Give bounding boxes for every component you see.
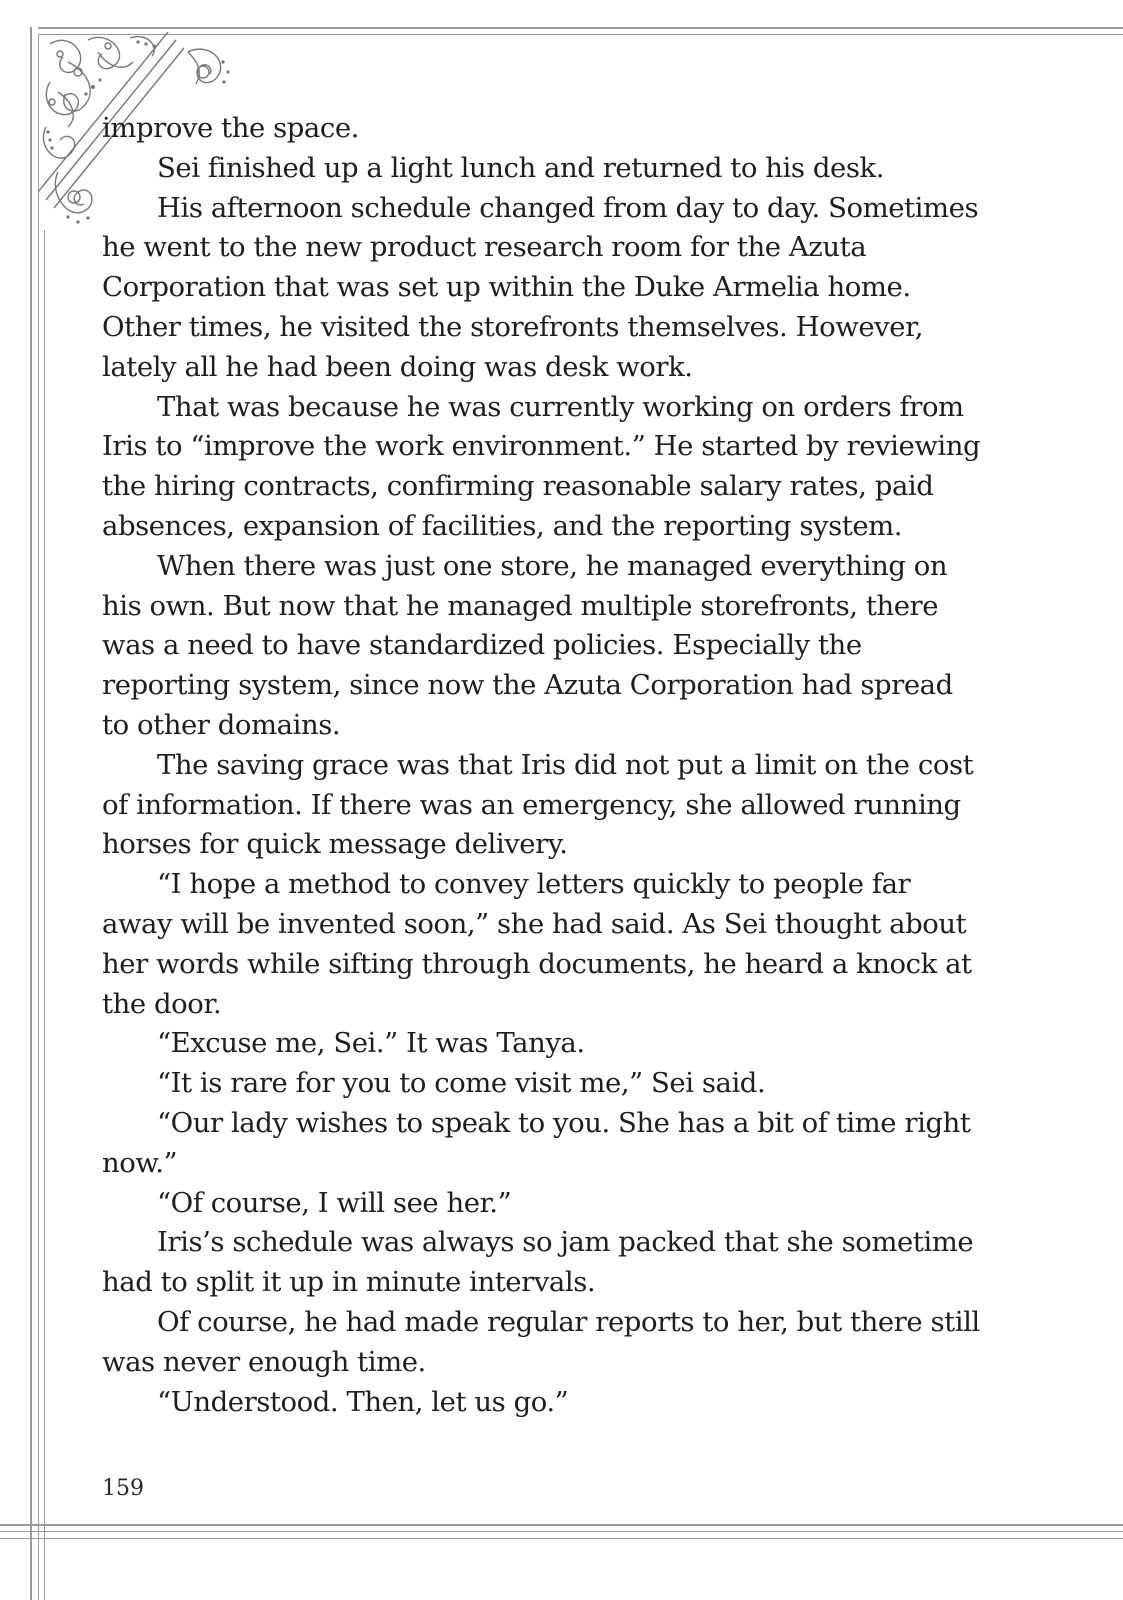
paragraph: “Understood. Then, let us go.” [157,1385,569,1418]
paragraph: “Excuse me, Sei.” It was Tanya. [157,1027,585,1060]
paragraph: The saving grace was that Iris did not put a limit on the cost of information. If there was an emergency, she allowed running horses for quick message delivery. [102,748,974,861]
body-text [102,109,982,1422]
paragraph: That was because he was currently working on orders from Iris to “improve the work environment.” He started by reviewing the hiring contracts, confirming reasonable salary rates, paid absences, expansion of facilities, and the reporting system. [102,390,981,542]
paragraph: His afternoon schedule changed from day to day. Sometimes he went to the new product research room for the Azuta Corporation that was set up within the Duke Armelia home. Other times, he visited the storefronts themselves. However, lately all he had been doing was desk work. [102,191,979,383]
paragraph: “Our lady wishes to speak to you. She has a bit of time right now.” [102,1106,971,1179]
paragraph: Sei finished up a light lunch and returned to his desk. [157,151,885,184]
frame-left-third [44,230,45,1600]
paragraph: “It is rare for you to come visit me,” Sei said. [157,1067,766,1100]
paragraph: improve the space. [102,112,359,144]
frame-bottom-inner [0,1531,1123,1532]
frame-bottom-outer [0,1524,1123,1526]
paragraph: “Of course, I will see her.” [157,1186,512,1219]
paragraph: Of course, he had made regular reports to her, but there still was never enough time. [102,1305,980,1378]
frame-top-outer [38,27,1123,29]
frame-left-inner [38,34,39,1600]
paragraph: Iris’s schedule was always so jam packed that she sometime had to split it up in minute intervals. [102,1226,974,1299]
paragraph: “I hope a method to convey letters quickly to people far away will be invented soon,” she had said. As Sei thought about her words while sifting through documents, he heard a knock at the door. [102,868,972,1020]
page-number: 159 [102,1476,144,1501]
frame-left-outer [30,27,32,1600]
paragraph: When there was just one store, he managed everything on his own. But now that he managed multiple storefronts, there was a need to have standardized policies. Especially the reporting system, since now the Azuta Corporation had spread to other domains. [102,549,953,741]
frame-bottom-third [0,1538,1123,1539]
